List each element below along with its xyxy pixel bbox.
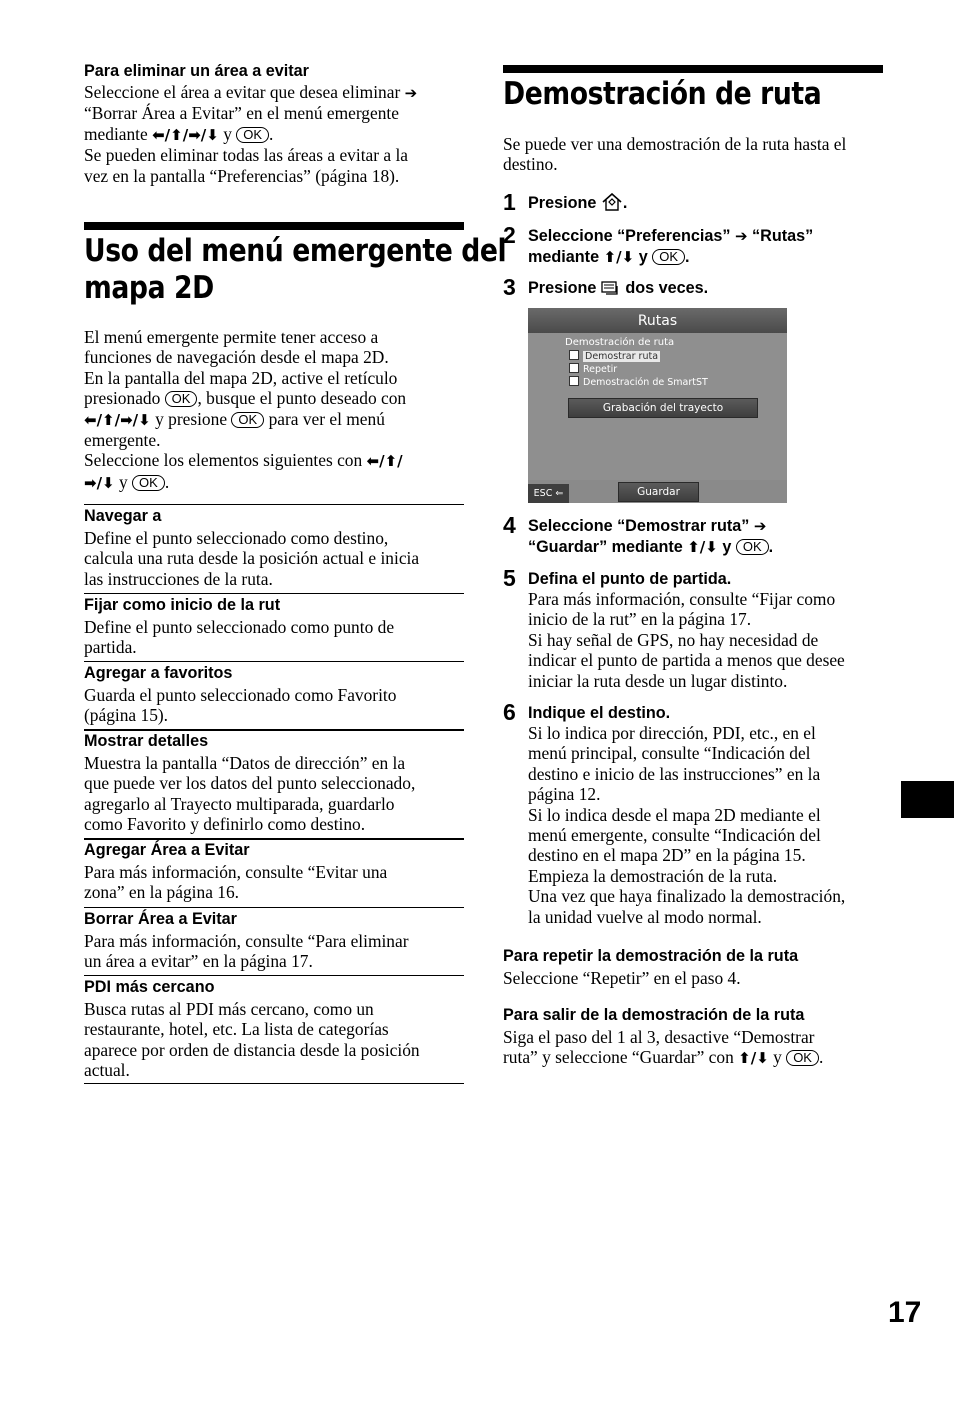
device-save-button[interactable]: Guardar [618, 482, 699, 502]
section-rule [503, 65, 883, 73]
direction-arrows-icon: ⬅/⬆/➡/⬇ [84, 410, 151, 429]
repeat-heading: Para repetir la demostración de la ruta [503, 947, 799, 965]
device-title: Rutas [528, 308, 787, 333]
ok-button-icon: OK [652, 249, 685, 265]
home-icon [601, 193, 623, 217]
checkbox-icon [569, 363, 579, 373]
section-title-demo: Demostración de ruta [503, 76, 822, 112]
repeat-text: Seleccione “Repetir” en el paso 4. [503, 968, 741, 988]
table-rule [84, 838, 464, 840]
checkbox-icon [569, 376, 579, 386]
device-option-smartst[interactable]: Demostración de SmartST [569, 376, 708, 388]
menu-item-borrar-area: Borrar Área a Evitar Para más información, consulte “Para eliminar un área a evitar” en la página 17. [84, 910, 409, 972]
intro-heading: Para eliminar un área a evitar [84, 62, 309, 80]
device-section-label: Demostración de ruta [565, 337, 675, 348]
section-rule [84, 222, 464, 230]
exit-text: Siga el paso del 1 al 3, desactive “Demostrar ruta” y seleccione “Guardar” con ⬆/⬇ y OK . [503, 1027, 824, 1068]
intro-paragraph: Seleccione el área a evitar que desea eliminar ➔ “Borrar Área a Evitar” en el menú emergente mediante ⬅/⬆/➡/⬇ y OK . Se pueden eliminar todas las áreas a evitar a la vez en la pantalla “Preferencias” (página 18). [84, 82, 418, 186]
device-esc-button[interactable]: ESC ⇐ [528, 484, 569, 503]
table-rule [84, 1083, 464, 1084]
device-record-button[interactable]: Grabación del trayecto [568, 398, 758, 418]
ok-button-icon: OK [236, 127, 269, 143]
table-rule [84, 504, 464, 505]
step-5: 5 Defina el punto de partida. Para más información, consulte “Fijar como inicio de la rut” en la página 17. Si hay señal de GPS, no hay necesidad de indicar el punto de partida a menos que desee iniciar la ruta desde un lugar distinto. [503, 565, 845, 691]
step-1: 1 Presione . [503, 189, 628, 215]
menu-icon [601, 280, 621, 302]
up-down-arrows-icon: ⬆/⬇ [687, 538, 718, 556]
step-3: 3 Presione dos veces. [503, 274, 709, 300]
arrow-right-icon: ➔ [404, 84, 418, 102]
direction-arrows-icon: ⬅/⬆/➡/⬇ [152, 125, 219, 144]
menu-item-agregar-favoritos: Agregar a favoritos Guarda el punto seleccionado como Favorito (página 15). [84, 664, 397, 726]
back-arrow-icon: ⇐ [555, 488, 564, 499]
up-down-arrows-icon: ⬆/⬇ [738, 1049, 769, 1068]
menu-item-fijar-inicio: Fijar como inicio de la rut Define el punto seleccionado como punto de partida. [84, 596, 395, 658]
arrow-right-icon: ➔ [734, 227, 748, 245]
arrow-right-icon: ➔ [753, 517, 767, 535]
table-rule [84, 661, 464, 662]
ok-button-icon: OK [165, 391, 198, 407]
demo-intro: Se puede ver una demostración de la ruta hasta el destino. [503, 134, 847, 175]
step-4: 4 Seleccione “Demostrar ruta” ➔ “Guardar” mediante ⬆/⬇ y OK . [503, 512, 774, 556]
menu-item-navegar: Navegar a Define el punto seleccionado como destino, calcula una ruta desde la posición actual e inicia las instrucciones de la ruta. [84, 507, 420, 589]
step-6: 6 Indique el destino. Si lo indica por dirección, PDI, etc., en el menú principal, consulte “Indicación del destino e inicio de las instrucciones” en la página 12. Si lo indica desde el mapa 2D mediante el menú emergente, consulte “Indicación del destino en el mapa 2D” en la página 15. Empieza la demostración de la ruta. Una vez que haya finalizado la demostración, la unidad vuelve al modo normal. [503, 699, 846, 927]
ok-button-icon: OK [736, 539, 769, 555]
direction-arrows-icon: ⬅/⬆/ [366, 452, 403, 471]
ok-button-icon: OK [132, 475, 165, 491]
up-down-arrows-icon: ⬆/⬇ [603, 248, 635, 266]
page-number: 17 [888, 1296, 922, 1329]
section-intro: El menú emergente permite tener acceso a funciones de navegación desde el mapa 2D. En la pantalla del mapa 2D, active el retículo presionado OK , busque el punto deseado con ⬅/⬆/➡/⬇ y presione OK para ver el menú emergente. Seleccione los elementos siguientes con ⬅/⬆/ ➡/⬇ y OK . [84, 327, 407, 492]
exit-heading: Para salir de la demostración de la ruta [503, 1006, 805, 1024]
menu-item-pdi-cercano: PDI más cercano Busca rutas al PDI más cercano, como un restaurante, hotel, etc. La lista de categorías aparece por orden de distancia desde la posición actual. [84, 978, 420, 1081]
menu-item-mostrar-detalles: Mostrar detalles Muestra la pantalla “Datos de dirección” en la que puede ver los datos del punto seleccionado, agregarlo al Trayecto multiparada, guardarlo como Favorito y definirlo como destino. [84, 732, 416, 835]
ok-button-icon: OK [786, 1050, 819, 1066]
ok-button-icon: OK [231, 412, 264, 428]
menu-item-agregar-area: Agregar Área a Evitar Para más información, consulte “Evitar una zona” en la página 16. [84, 841, 388, 903]
device-option-demostrar[interactable]: Demostrar ruta [569, 350, 660, 362]
device-screenshot-rutas [528, 308, 787, 503]
step-2: 2 Seleccione “Preferencias” ➔ “Rutas” mediante ⬆/⬇ y OK . [503, 222, 814, 266]
table-rule [84, 975, 464, 976]
direction-arrows-icon: ➡/⬇ [84, 473, 115, 492]
table-rule [84, 593, 464, 594]
section-title: Uso del menú emergente del mapa 2D [84, 233, 507, 306]
checkbox-icon [569, 350, 579, 360]
table-rule [84, 729, 464, 731]
table-rule [84, 907, 464, 908]
section-tab-marker [901, 781, 954, 818]
device-option-repetir[interactable]: Repetir [569, 363, 617, 375]
